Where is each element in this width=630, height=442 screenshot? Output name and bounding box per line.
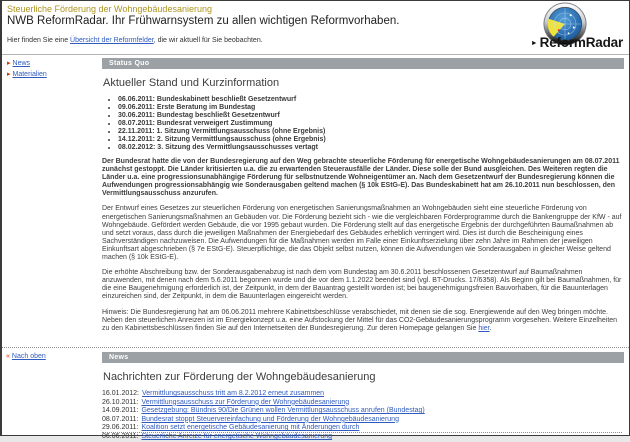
page-title: Steuerliche Förderung der Wohngebäudesanierung <box>7 4 212 14</box>
timeline-item: • 08.02.2012: 3. Sitzung des Vermittlungsausschusses vertagt <box>118 144 624 152</box>
news-link[interactable]: Steuerliche Anreize für energetische Wohngebäudesanierung <box>141 432 333 440</box>
news-bar-label: News <box>109 354 129 361</box>
sidebar-item[interactable] <box>7 59 99 67</box>
logo-text: ReformRadar <box>539 35 623 50</box>
news-section <box>102 352 624 442</box>
timeline-item: • 22.11.2011: 1. Sitzung Vermittlungsausschuss (ohne Ergebnis) <box>118 128 624 136</box>
sidebar-link[interactable]: Materialien <box>12 71 47 78</box>
logo-arrow-icon: ► <box>530 40 538 47</box>
news-heading: Nachrichten zur Förderung der Wohngebäudesanierung <box>103 371 376 383</box>
status-quo-section <box>102 58 624 333</box>
status-paragraph-2: Der Entwurf eines Gesetzes zur steuerlichen Förderung von energetischen Sanierungsmaßnahmen an Wohngebäuden sieht eine steuerliche Förderung von energetischen Sanierungsmaßnahmen an Gebäuden vor. Die Förderung bezieht sich - wie die vergleichbaren Förderprogramme durch die Bankengruppe der KfW - auf Wohngebäude. Gefördert werden Gebäude, die vor 1995 gebaut wurden. Die Förderung stellt auf das energetische Ergebnis der durchgeführten Baumaßnahmen ab und setzt voraus, dass durch die jeweiligen Maßnahmen der Energiebedarf des Gebäudes erheblich verringert wird. Dies ist durch die Bescheinigung eines Sachverständigen nachzuweisen. Die Aufwendungen für die Maßnahmen werden im Falle einer Einkunftserzielung über zehn Jahre im Rahmen der jeweiligen Einkunftsart abgeschrieben (§ 7e EStG-E). Steuerpflichtige, die das Objekt selbst nutzen, können die Aufwendungen wie Sonderausgaben in gleicher Weise geltend machen (§ 10k EStG-E). <box>102 205 622 262</box>
arrow-up-left-icon: « <box>6 353 10 360</box>
status-quo-bar-label: Status Quo <box>109 60 150 67</box>
timeline-item: • 30.06.2011: Bundestag beschließt Gesetzentwurf <box>118 112 624 120</box>
timeline-item: • 09.06.2011: Erste Beratung im Bundestag <box>118 104 624 112</box>
news-date: 26.10.2011: <box>102 398 139 406</box>
news-item <box>102 390 624 399</box>
news-bar <box>102 352 624 363</box>
news-link[interactable]: Bundesrat stoppt Steuervereinfachung und Förderung der Wohngebäudesanierung <box>141 415 399 423</box>
hinweis-text: Hinweis: Die Bundesregierung hat am 06.06.2011 mehrere Kabinettsbeschlüsse verabschiedet, mit denen sie die sog. Energiewende auf den Weg bringen möchte. Neben den steuerlichen Anreizen ist im Energiekonzept u.a. eine Aufstockung der Mittel für das CO2-Gebäudesanierungsprogramm vorgesehen. Weitere Einzelheiten zu den Kabinettsbeschlüssen finden Sie auf den Internetseiten der Bundesregierung. Zur deren Homepage gelangen Sie <box>102 308 618 332</box>
hinweis-suffix: . <box>489 324 492 332</box>
app-subtitle: NWB ReformRadar. Ihr Frühwarnsystem zu allen wichtigen Reformvorhaben. <box>7 15 400 27</box>
news-link[interactable]: Vermittlungsausschuss tritt am 8.2.2012 erneut zusammen <box>141 390 325 397</box>
section-separator <box>2 347 629 348</box>
status-paragraph-3: Die erhöhte Abschreibung bzw. der Sonderausgabenabzug ist nach dem vom Bundestag am 30.6.2011 beschlossenen Gesetzentwurf auf Baumaßnahmen anzuwenden, mit denen nach dem 5.6.2011 begonnen wurde und die vor dem 1.1.2022 beendet sind (vgl. BT-Drucks. 17/6358). Als Beginn gilt bei Baumaßnahmen, für die eine Baugenehmigung erforderlich ist, der Zeitpunkt, in dem der Bauantrag gestellt worden ist; bei baugenehmigungsfreien Bauvorhaben, für die Bauunterlagen einzureichen sind, der Zeitpunkt, in dem die Bauunterlagen eingereicht werden. <box>102 269 622 301</box>
arrow-right-icon: ▸ <box>7 60 11 67</box>
status-paragraph-1: Der Bundesrat hatte die von der Bundesregierung auf den Weg gebrachte steuerliche Förderung für energetische Wohngebäudesanierungen am 08.07.2011 zunächst gestoppt. Die Länder kritisierten u.a. die zu erwartenden Steuerausfälle der Länder. Diese solle der Bund ausgleichen. Des Weiteren regten die Länder u.a. eine progressionsunabhängige Förderung für selbstnutzende Wohneigentümer an. Nach dem Gesetzentwurf der Bundesregierung können die Aufwendungen progressionsabhängig wie Sonderausgaben geltend machen (§ 10k EStG-E). Das Bundeskabinett hat am 26.10.2011 nun beschlossen, den Vermittlungsausschuss anzurufen. <box>102 158 620 198</box>
news-item <box>102 407 624 416</box>
back-to-top[interactable] <box>6 353 46 360</box>
timeline-item: • 14.12.2011: 2. Sitzung Vermittlungsausschuss (ohne Ergebnis) <box>118 136 624 144</box>
bottom-separator <box>102 432 622 433</box>
arrow-right-icon: ▸ <box>7 71 11 78</box>
news-date: 08.07.2011: <box>102 415 139 423</box>
reformfelder-link[interactable]: Übersicht der Reformfelder <box>70 37 154 44</box>
sidebar-item[interactable] <box>7 70 99 78</box>
back-to-top-link[interactable]: Nach oben <box>11 353 46 360</box>
news-link[interactable]: Gesetzgebung: Bündnis 90/Die Grünen wollen Vermittlungsausschuss anrufen (Bundestag) <box>141 407 425 415</box>
news-item <box>102 399 624 408</box>
page-header <box>2 1 629 54</box>
news-date: 29.06.2011: <box>102 424 139 432</box>
news-date: 06.06.2011: <box>102 432 139 440</box>
news-link[interactable]: Vermittlungsausschuss zur Förderung der Wohngebäudesanierung <box>141 398 350 406</box>
logo-wordmark <box>531 34 623 52</box>
sidebar-link[interactable]: News <box>12 60 31 67</box>
news-link[interactable]: Koalition setzt energetische Gebäudesanierung mit Änderungen durch <box>141 424 360 432</box>
timeline-item: • 08.07.2011: Bundesrat verweigert Zustimmung <box>118 120 624 128</box>
timeline-item: • 06.06.2011: Bundeskabinett beschließt Gesetzentwurf <box>118 96 624 104</box>
news-item <box>102 433 624 442</box>
homepage-hier-link[interactable]: hier <box>478 324 490 332</box>
status-quo-bar <box>102 58 624 69</box>
status-heading: Aktueller Stand und Kurzinformation <box>103 77 280 89</box>
news-date: 16.01.2012: <box>102 390 139 397</box>
news-list <box>102 390 624 442</box>
intro-suffix: , die wir aktuell für Sie beobachten. <box>153 37 263 44</box>
intro-line <box>7 37 263 44</box>
status-paragraph-hinweis <box>102 309 624 333</box>
reformradar-logo[interactable] <box>495 2 625 53</box>
news-date: 14.09.2011: <box>102 407 139 415</box>
timeline-list <box>118 96 624 152</box>
intro-prefix: Hier finden Sie eine <box>7 37 71 44</box>
header-separator <box>2 54 629 55</box>
sidebar-nav <box>7 59 99 81</box>
